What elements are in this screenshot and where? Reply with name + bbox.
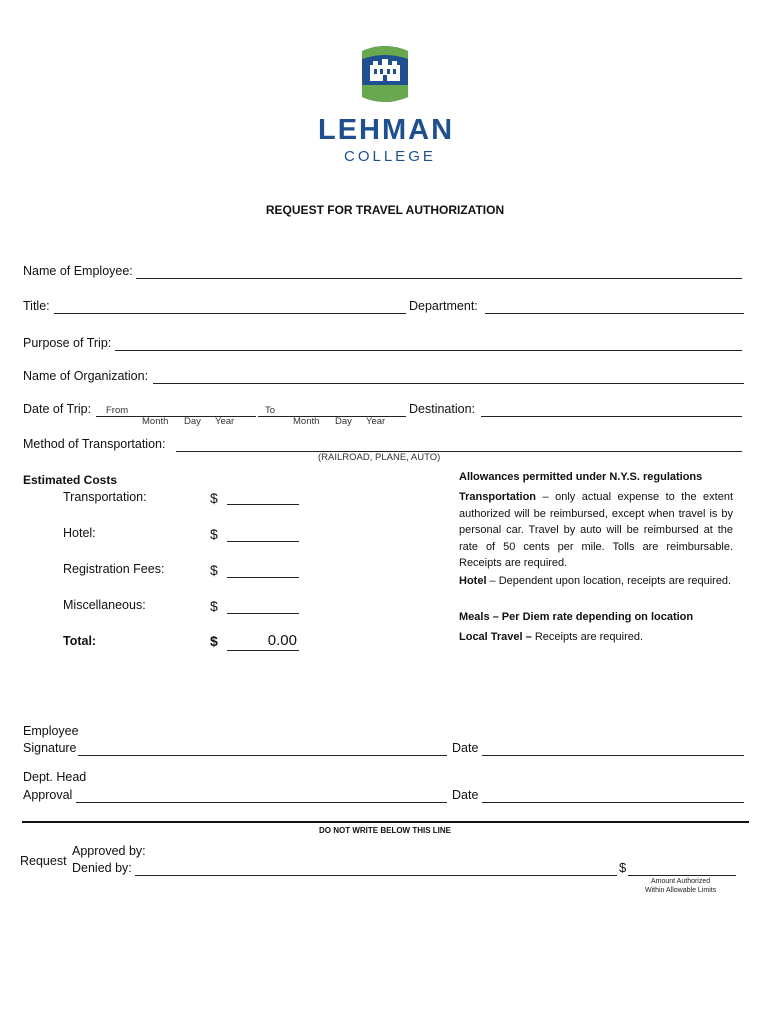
cost-hotel-input[interactable] [229,523,297,541]
allowance-hotel-title: Hotel [459,575,487,587]
allowance-transportation [459,489,733,572]
employee-name-input[interactable] [138,261,738,279]
cost-total-value: 0.00 [267,632,297,649]
estimated-costs-heading: Estimated Costs [23,473,118,487]
cost-registration-label: Registration Fees: [63,562,165,576]
organization-input[interactable] [155,366,742,384]
department-label: Department: [409,299,478,313]
approved-by-label: Approved by: [72,844,146,858]
cost-hotel-currency: $ [210,526,218,542]
date-to-year: Year [366,416,386,427]
amount-note-2: Within Allowable Limits [645,887,717,894]
allowance-meals: Meals – Per Diem rate depending on location [459,611,694,623]
allowance-transportation-title: Transportation [459,491,537,503]
cost-transportation-input[interactable] [229,487,297,505]
allowances-heading: Allowances permitted under N.Y.S. regulations [459,471,703,483]
title-input[interactable] [56,296,404,314]
cost-misc-label: Miscellaneous: [63,598,146,612]
employee-signature-label-1: Employee [23,724,79,738]
allowance-hotel [459,573,733,590]
logo-subname: COLLEGE [344,148,436,165]
cost-misc-input[interactable] [229,595,297,613]
dept-approval-label-1: Dept. Head [23,770,87,784]
purpose-label: Purpose of Trip: [23,336,112,350]
do-not-write-notice: DO NOT WRITE BELOW THIS LINE [319,826,451,835]
allowance-transportation-text: – only actual expense to the extent authorized will be reimbursed, except when travel is by personal car. Travel by auto will be reimbursed at the rate of 50 cents per mile. Tolls are reimbursable. Receipts are required. [459,491,733,569]
cost-hotel-label: Hotel: [63,526,96,540]
date-from-month: Month [142,416,169,427]
destination-input[interactable] [483,399,740,417]
date-to-day: Day [335,416,352,427]
cost-registration-input[interactable] [229,559,297,577]
dept-date-input[interactable] [484,785,742,803]
employee-date-label: Date [452,741,479,755]
college-crest-icon [360,45,410,107]
date-to-label: To [265,405,276,416]
amount-currency: $ [619,860,627,875]
divider-line [22,821,749,823]
dept-date-label: Date [452,788,479,802]
employee-name-label: Name of Employee: [23,264,133,278]
amount-note-1: Amount Authorized [651,878,711,885]
employee-signature-label-2: Signature [23,741,77,755]
date-from-day: Day [184,416,201,427]
date-from-year: Year [215,416,235,427]
allowance-local-text: Receipts are required. [531,631,644,643]
date-from-label: From [106,405,129,416]
allowance-hotel-text: – Dependent upon location, receipts are required. [486,575,732,587]
employee-date-input[interactable] [484,738,742,756]
cost-misc-currency: $ [210,598,218,614]
cost-misc-line [227,613,299,614]
allowance-local [459,631,643,643]
cost-hotel-line [227,541,299,542]
allowance-local-title: Local Travel – [459,631,532,643]
cost-total-line [227,650,299,651]
dept-approval-label-2: Approval [23,788,73,802]
transport-method-label: Method of Transportation: [23,437,166,451]
dept-approval-input[interactable] [78,785,445,803]
date-of-trip-label: Date of Trip: [23,402,92,416]
date-to-month: Month [293,416,320,427]
cost-total-label: Total: [63,634,97,648]
organization-label: Name of Organization: [23,369,149,383]
cost-total-currency: $ [210,633,218,649]
cost-transportation-label: Transportation: [63,490,147,504]
destination-label: Destination: [409,402,476,416]
purpose-input[interactable] [117,333,740,351]
cost-registration-line [227,577,299,578]
denied-by-label: Denied by: [72,861,132,875]
department-input[interactable] [487,296,742,314]
form-title: REQUEST FOR TRAVEL AUTHORIZATION [265,203,505,217]
transport-method-hint: (RAILROAD, PLANE, AUTO) [318,452,441,463]
title-label: Title: [23,299,50,313]
request-label: Request [20,854,67,868]
amount-authorized-input[interactable] [630,858,734,876]
approval-signature-input[interactable] [137,858,615,876]
cost-transportation-currency: $ [210,490,218,506]
employee-signature-input[interactable] [80,738,445,756]
transport-method-input[interactable] [178,434,740,452]
logo-name: LEHMAN [318,114,455,146]
cost-registration-currency: $ [210,562,218,578]
